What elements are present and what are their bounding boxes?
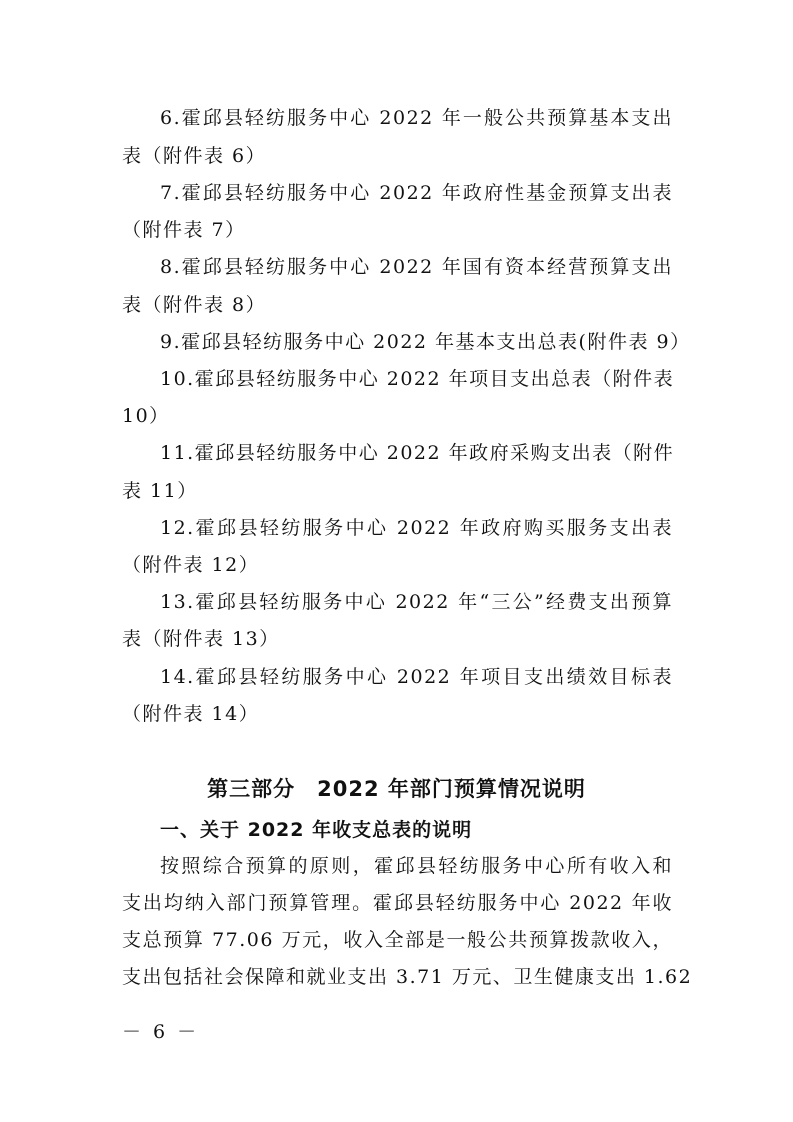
paragraph-line-4: 支出包括社会保障和就业支出 3.71 万元、卫生健康支出 1.62 [122,966,693,988]
attachment-7-line-1: 7.霍邱县轻纺服务中心 2022 年政府性基金预算支出表 [160,182,673,204]
attachment-7-line-2: （附件表 7） [122,219,246,241]
attachment-10-line-1: 10.霍邱县轻纺服务中心 2022 年项目支出总表（附件表 [160,368,675,390]
attachment-9-line-1: 9.霍邱县轻纺服务中心 2022 年基本支出总表(附件表 9） [160,331,691,353]
attachment-14-line-1: 14.霍邱县轻纺服务中心 2022 年项目支出绩效目标表 [160,666,673,688]
attachment-11-line-2: 表 11） [122,480,198,502]
attachment-13-line-1: 13.霍邱县轻纺服务中心 2022 年“三公”经费支出预算 [160,591,673,613]
attachment-10-line-2: 10） [122,405,170,427]
attachment-8-line-2: 表（附件表 8） [122,294,267,316]
paragraph-line-1: 按照综合预算的原则，霍邱县轻纺服务中心所有收入和 [160,855,673,877]
section-title: 第三部分 2022 年部门预算情况说明 [207,777,586,801]
attachment-12-line-1: 12.霍邱县轻纺服务中心 2022 年政府购买服务支出表 [160,517,673,539]
attachment-6-line-1: 6.霍邱县轻纺服务中心 2022 年一般公共预算基本支出 [160,107,673,129]
attachment-13-line-2: 表（附件表 13） [122,628,280,650]
attachment-14-line-2: （附件表 14） [122,703,260,725]
attachment-6-line-2: 表（附件表 6） [122,145,267,167]
section-subtitle: 一、关于 2022 年收支总表的说明 [160,819,473,841]
paragraph-line-2: 支出均纳入部门预算管理。霍邱县轻纺服务中心 2022 年收 [122,892,673,914]
attachment-8-line-1: 8.霍邱县轻纺服务中心 2022 年国有资本经营预算支出 [160,256,673,278]
paragraph-line-3: 支总预算 77.06 万元，收入全部是一般公共预算拨款收入， [122,929,673,951]
attachment-11-line-1: 11.霍邱县轻纺服务中心 2022 年政府采购支出表（附件 [160,442,675,464]
page-number: － 6 － [122,1021,200,1043]
attachment-12-line-2: （附件表 12） [122,554,260,576]
